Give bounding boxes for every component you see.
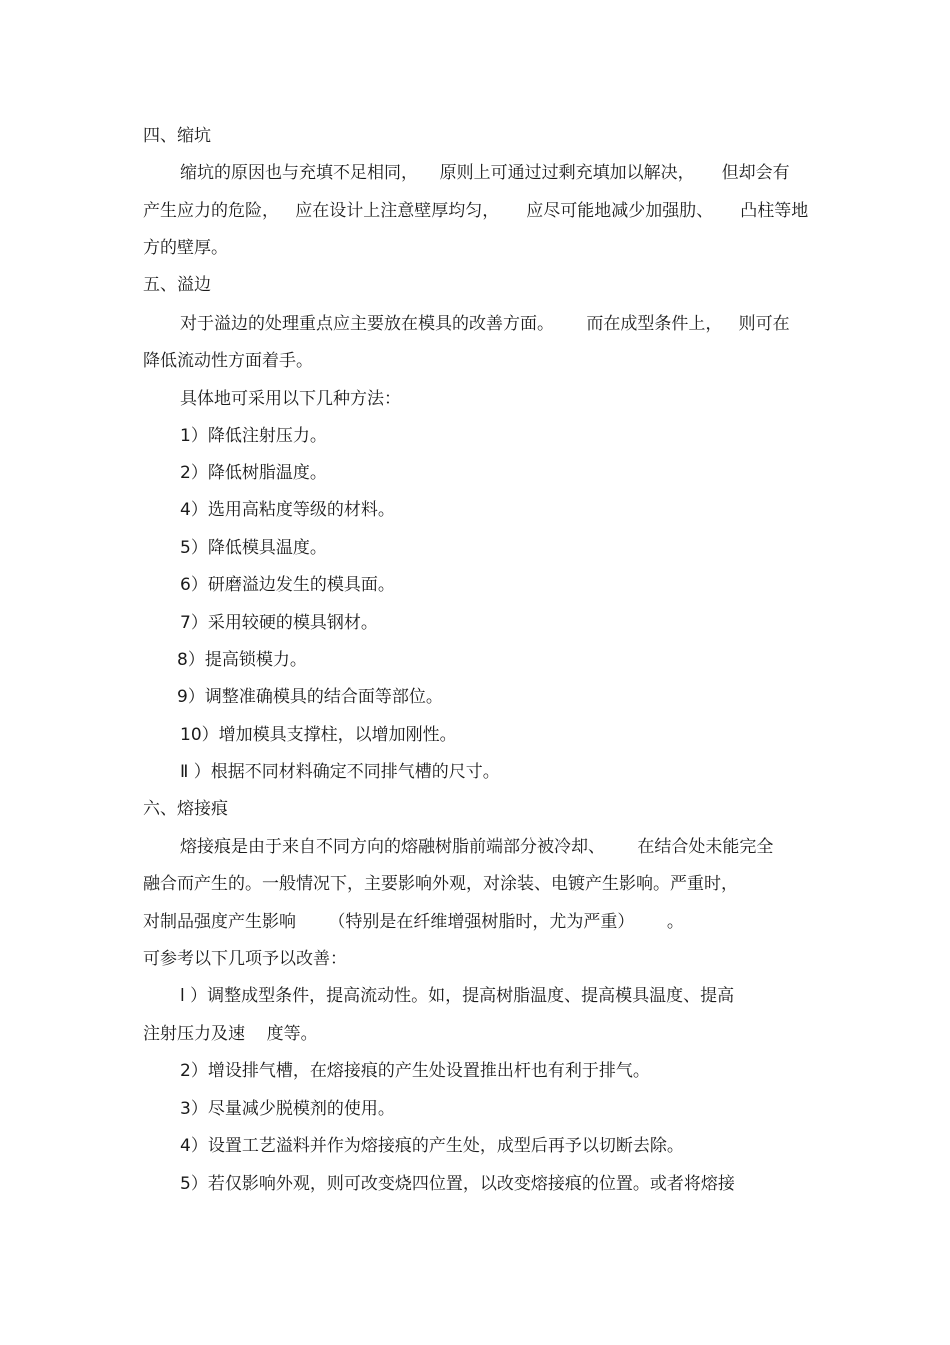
list-item: l ）调整成型条件，提高流动性。如，提高树脂温度、提高模具温度、提高	[180, 986, 735, 1006]
paragraph-line: 对于溢边的处理重点应主要放在模具的改善方面。 而在成型条件上， 则可在	[180, 314, 790, 334]
list-item: 5）降低模具温度。	[180, 538, 327, 558]
paragraph-line: 产生应力的危险， 应在设计上注意壁厚均匀， 应尽可能地减少加强肋、 凸柱等地	[143, 201, 809, 221]
list-item: 4）设置工艺溢料并作为熔接痕的产生处，成型后再予以切断去除。	[180, 1136, 684, 1156]
list-intro: 具体地可采用以下几种方法：	[180, 389, 401, 409]
list-item: 10）增加模具支撑柱，以增加刚性。	[180, 725, 457, 745]
paragraph-line: 对制品强度产生影响 （特别是在纤维增强树脂时，尤为严重） 。	[143, 912, 684, 932]
list-item-continuation: 注射压力及速 度等。	[143, 1024, 318, 1044]
list-item: 1）降低注射压力。	[180, 426, 327, 446]
section-heading-shrinkage: 四、缩坑	[143, 126, 211, 146]
list-item: 9）调整准确模具的结合面等部位。	[177, 687, 443, 707]
paragraph-line: 缩坑的原因也与充填不足相同， 原则上可通过过剩充填加以解决， 但却会有	[180, 163, 790, 183]
section-heading-flash: 五、溢边	[143, 275, 211, 295]
paragraph-line: 融合而产生的。一般情况下，主要影响外观，对涂装、电镀产生影响。严重时，	[143, 874, 738, 894]
list-item: 2）增设排气槽，在熔接痕的产生处设置推出杆也有利于排气。	[180, 1061, 650, 1081]
paragraph-line: 方的壁厚。	[143, 238, 228, 258]
list-item: 5）若仅影响外观，则可改变烧四位置，以改变熔接痕的位置。或者将熔接	[180, 1174, 735, 1194]
section-heading-weld-line: 六、熔接痕	[143, 799, 228, 819]
paragraph-line: 熔接痕是由于来自不同方向的熔融树脂前端部分被冷却、 在结合处未能完全	[180, 837, 774, 857]
list-item: 8）提高锁模力。	[177, 650, 307, 670]
list-item: 6）研磨溢边发生的模具面。	[180, 575, 395, 595]
list-item: Ⅱ ）根据不同材料确定不同排气槽的尺寸。	[180, 762, 500, 782]
list-item: 2）降低树脂温度。	[180, 463, 327, 483]
list-item: 7）采用较硬的模具钢材。	[180, 613, 378, 633]
paragraph-line: 降低流动性方面着手。	[143, 351, 313, 371]
list-item: 4）选用高粘度等级的材料。	[180, 500, 395, 520]
list-intro: 可参考以下几项予以改善：	[143, 949, 347, 969]
list-item: 3）尽量减少脱模剂的使用。	[180, 1099, 395, 1119]
